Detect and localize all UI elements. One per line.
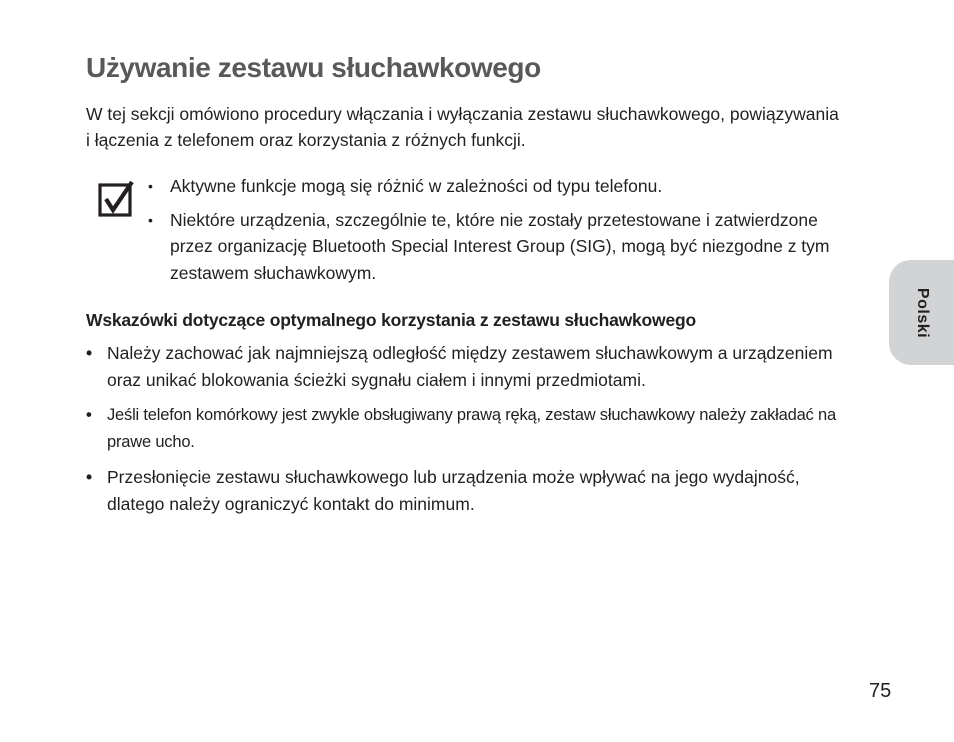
tip-item-text: Jeśli telefon komórkowy jest zwykle obsługiwany prawą ręką, zestaw słuchawkowy należy zakładać na prawe ucho. [107, 406, 836, 451]
bullet-icon: • [86, 467, 93, 487]
tip-item [86, 464, 836, 517]
tip-item [86, 340, 836, 393]
checkbox-check-icon [98, 181, 134, 217]
language-tab-label: Polski [913, 287, 931, 338]
bullet-icon: • [86, 343, 93, 363]
tip-item-text: Należy zachować jak najmniejszą odległość między zestawem słuchawkowym a urządzeniem oraz unikać blokowania ścieżki sygnału ciałem i innymi przedmiotami. [107, 343, 833, 390]
section-heading: Wskazówki dotyczące optymalnego korzystania z zestawu słuchawkowego [86, 310, 696, 330]
page-title: Używanie zestawu słuchawkowego [86, 52, 541, 83]
tip-item-text: Przesłonięcie zestawu słuchawkowego lub urządzenia może wpływać na jego wydajność, dlatego należy ograniczyć kontakt do minimum. [107, 467, 800, 514]
note-item [148, 207, 838, 287]
note-item-text: Niektóre urządzenia, szczególnie te, które nie zostały przetestowane i zatwierdzone przez organizację Bluetooth Special Interest Group (SIG), mogą być niezgodne z tym zestawem słuchawkowym. [170, 209, 830, 283]
bullet-icon: • [148, 211, 153, 228]
bullet-icon: • [86, 406, 92, 424]
tips-list [86, 340, 836, 517]
note-item [148, 173, 838, 200]
bullet-icon: • [148, 178, 153, 194]
note-item-text: Aktywne funkcje mogą się różnić w zależności od typu telefonu. [170, 176, 663, 196]
language-tab [889, 260, 954, 365]
tip-item [86, 402, 836, 455]
note-list [148, 173, 838, 286]
intro-paragraph: W tej sekcji omówiono procedury włączania i wyłączania zestawu słuchawkowego, powiązywania i łączenia z telefonem oraz korzystania z różnych funkcji. [86, 104, 839, 150]
page-number: 75 [869, 680, 892, 702]
